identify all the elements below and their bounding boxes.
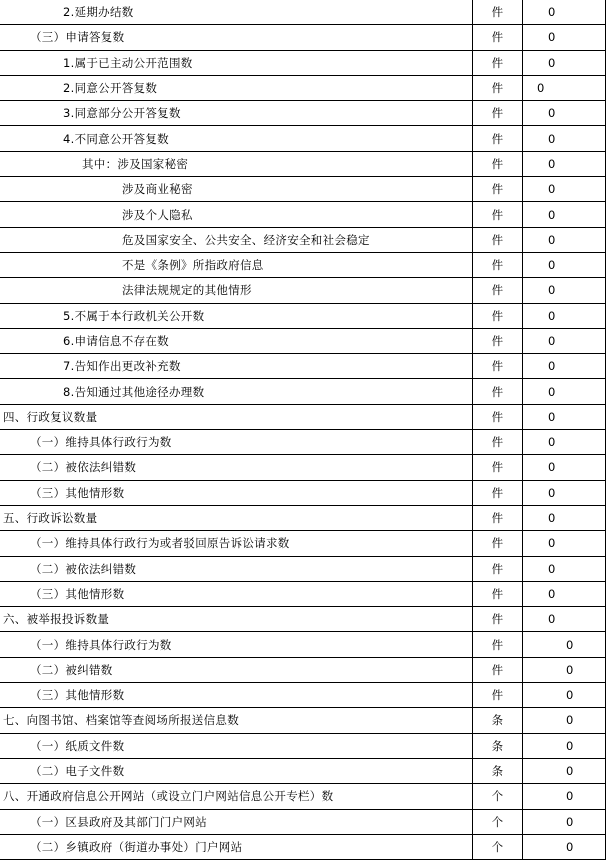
row-value: 0: [523, 51, 606, 75]
row-value: 0: [523, 177, 606, 201]
row-unit: 件: [473, 278, 523, 302]
row-label: 不是《条例》所指政府信息: [0, 253, 473, 277]
row-unit: 件: [473, 126, 523, 150]
table-row: [0, 557, 606, 582]
row-label: （三）其他情形数: [0, 481, 473, 505]
table-row: [0, 329, 606, 354]
table-row: [0, 152, 606, 177]
row-value: 0: [523, 304, 606, 328]
row-unit: 件: [473, 506, 523, 530]
row-value: 0: [523, 430, 606, 454]
table-row: [0, 126, 606, 151]
row-value: 0: [523, 759, 606, 783]
row-value: 0: [523, 658, 606, 682]
row-unit: 个: [473, 810, 523, 834]
row-unit: 件: [473, 582, 523, 606]
row-value: 0: [523, 607, 606, 631]
row-unit: 件: [473, 253, 523, 277]
row-value: 0: [523, 810, 606, 834]
row-unit: 件: [473, 25, 523, 49]
row-unit: 件: [473, 557, 523, 581]
table-row: [0, 607, 606, 632]
row-label: （一）纸质文件数: [0, 734, 473, 758]
row-unit: 件: [473, 228, 523, 252]
table-row: [0, 379, 606, 404]
row-value: 0: [523, 506, 606, 530]
row-value: 0: [523, 632, 606, 656]
row-label: 五、行政诉讼数量: [0, 506, 473, 530]
table-row: [0, 354, 606, 379]
row-unit: 件: [473, 683, 523, 707]
row-value: 0: [523, 835, 606, 859]
row-label: 七、向图书馆、档案馆等查阅场所报送信息数: [0, 708, 473, 732]
table-row: [0, 101, 606, 126]
row-value: 0: [523, 784, 606, 808]
table-row: [0, 228, 606, 253]
row-value: 0: [523, 0, 606, 24]
table-row: [0, 430, 606, 455]
table-row: [0, 835, 606, 860]
row-label: 8.告知通过其他途径办理数: [0, 379, 473, 403]
row-value: 0: [523, 278, 606, 302]
table-row: [0, 76, 606, 101]
row-unit: 个: [473, 784, 523, 808]
row-label: （一）维持具体行政行为或者驳回原告诉讼请求数: [0, 531, 473, 555]
row-unit: 件: [473, 658, 523, 682]
row-label: 涉及个人隐私: [0, 202, 473, 226]
row-unit: 个: [473, 835, 523, 859]
row-label: 八、开通政府信息公开网站（或设立门户网站信息公开专栏）数: [0, 784, 473, 808]
table-row: [0, 683, 606, 708]
row-unit: 件: [473, 304, 523, 328]
row-unit: 件: [473, 632, 523, 656]
row-value: 0: [523, 329, 606, 353]
row-unit: 件: [473, 379, 523, 403]
row-value: 0: [523, 531, 606, 555]
row-unit: 件: [473, 51, 523, 75]
row-value: 0: [523, 582, 606, 606]
row-label: 六、被举报投诉数量: [0, 607, 473, 631]
row-unit: 件: [473, 202, 523, 226]
row-label: （三）其他情形数: [0, 683, 473, 707]
row-label: （二）被依法纠错数: [0, 557, 473, 581]
table-row: [0, 202, 606, 227]
row-label: 2.延期办结数: [0, 0, 473, 24]
row-label: 4.不同意公开答复数: [0, 126, 473, 150]
row-value: 0: [523, 455, 606, 479]
row-value: 0: [523, 202, 606, 226]
row-label: （三）申请答复数: [0, 25, 473, 49]
table-row: [0, 708, 606, 733]
row-unit: 件: [473, 481, 523, 505]
table-row: [0, 304, 606, 329]
table-row: [0, 253, 606, 278]
row-label: 四、行政复议数量: [0, 405, 473, 429]
row-unit: 件: [473, 0, 523, 24]
row-label: （二）被纠错数: [0, 658, 473, 682]
table-row: [0, 759, 606, 784]
row-unit: 件: [473, 76, 523, 100]
table-row: [0, 177, 606, 202]
row-unit: 件: [473, 531, 523, 555]
row-unit: 件: [473, 177, 523, 201]
row-label: （一）区县政府及其部门门户网站: [0, 810, 473, 834]
row-value: 0: [523, 708, 606, 732]
table-row: [0, 481, 606, 506]
row-label: 其中：涉及国家秘密: [0, 152, 473, 176]
row-unit: 件: [473, 430, 523, 454]
table-row: [0, 405, 606, 430]
row-value: 0: [523, 101, 606, 125]
row-unit: 件: [473, 101, 523, 125]
row-label: 5.不属于本行政机关公开数: [0, 304, 473, 328]
table-row: [0, 632, 606, 657]
row-unit: 条: [473, 734, 523, 758]
table-row: [0, 278, 606, 303]
row-unit: 条: [473, 708, 523, 732]
row-value: 0: [523, 683, 606, 707]
row-label: 2.同意公开答复数: [0, 76, 473, 100]
row-label: 3.同意部分公开答复数: [0, 101, 473, 125]
row-label: 7.告知作出更改补充数: [0, 354, 473, 378]
row-unit: 件: [473, 405, 523, 429]
row-value: 0: [523, 253, 606, 277]
row-label: （二）乡镇政府（街道办事处）门户网站: [0, 835, 473, 859]
row-label: （三）其他情形数: [0, 582, 473, 606]
row-value: 0: [523, 152, 606, 176]
row-unit: 件: [473, 354, 523, 378]
table-row: [0, 25, 606, 50]
row-label: 涉及商业秘密: [0, 177, 473, 201]
row-value: 0: [523, 228, 606, 252]
row-label: 危及国家安全、公共安全、经济安全和社会稳定: [0, 228, 473, 252]
row-unit: 条: [473, 759, 523, 783]
table-row: [0, 51, 606, 76]
table-row: [0, 658, 606, 683]
table-row: [0, 0, 606, 25]
table-row: [0, 734, 606, 759]
table-row: [0, 810, 606, 835]
row-unit: 件: [473, 152, 523, 176]
row-value: 0: [523, 354, 606, 378]
table-row: [0, 531, 606, 556]
row-value: 0: [523, 734, 606, 758]
row-value: 0: [523, 25, 606, 49]
row-value: 0: [523, 481, 606, 505]
row-label: （一）维持具体行政行为数: [0, 632, 473, 656]
table-row: [0, 784, 606, 809]
table-row: [0, 582, 606, 607]
row-label: （二）电子文件数: [0, 759, 473, 783]
row-value: 0: [523, 557, 606, 581]
row-label: （一）维持具体行政行为数: [0, 430, 473, 454]
row-unit: 件: [473, 329, 523, 353]
row-unit: 件: [473, 455, 523, 479]
row-label: 1.属于已主动公开范围数: [0, 51, 473, 75]
row-label: 法律法规规定的其他情形: [0, 278, 473, 302]
row-value: 0: [523, 76, 606, 100]
row-label: 6.申请信息不存在数: [0, 329, 473, 353]
row-value: 0: [523, 126, 606, 150]
table-row: [0, 506, 606, 531]
row-unit: 件: [473, 607, 523, 631]
table-row: [0, 455, 606, 480]
row-value: 0: [523, 379, 606, 403]
row-value: 0: [523, 405, 606, 429]
row-label: （二）被依法纠错数: [0, 455, 473, 479]
